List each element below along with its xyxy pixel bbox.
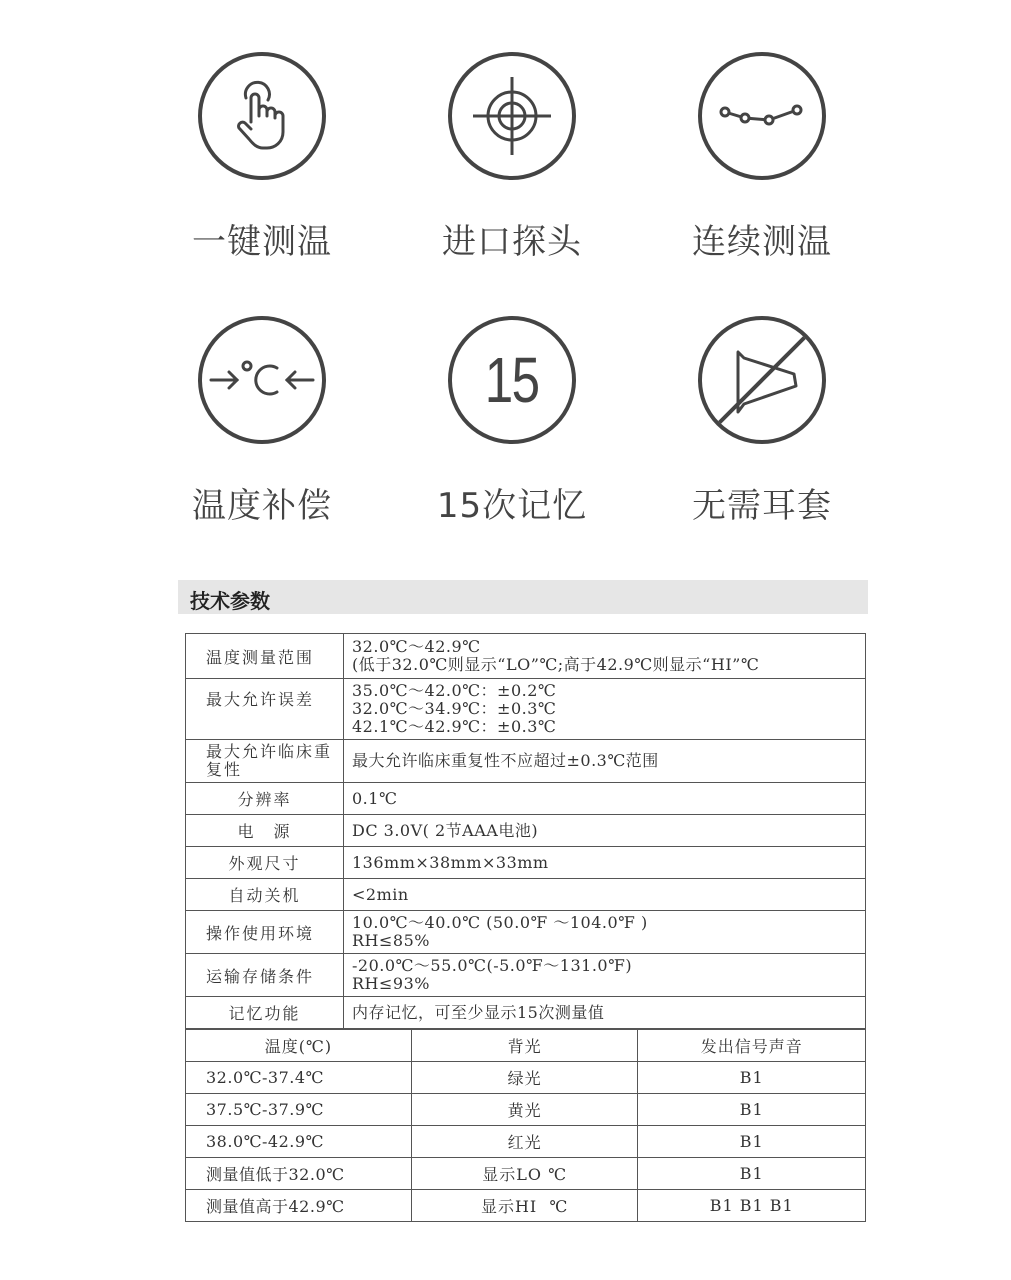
table-row <box>186 1158 866 1190</box>
feature-temp-compensation <box>152 316 372 527</box>
section-title: 技术参数 <box>190 589 270 613</box>
spec-value: 35.0℃～42.0℃：±0.2℃ 32.0℃～34.9℃：±0.3℃ 42.1℃～42.9℃：±0.3℃ <box>344 679 866 740</box>
continuous-line-icon <box>717 96 807 136</box>
table-header-row <box>186 1030 866 1062</box>
table-row <box>186 879 866 911</box>
feature-label: 一键测温 <box>192 222 332 262</box>
table-row <box>186 954 866 997</box>
spec-value: <2min <box>344 879 866 911</box>
table-cell: 显示HI ℃ <box>411 1190 638 1222</box>
spec-table <box>185 633 866 1029</box>
spec-value: -20.0℃～55.0℃(-5.0℉～131.0℉) RH≤93% <box>344 954 866 997</box>
spec-key: 自动关机 <box>186 879 344 911</box>
spec-key: 运输存储条件 <box>186 954 344 997</box>
spec-value: DC 3.0V( 2节AAA电池) <box>344 815 866 847</box>
spec-key: 记忆功能 <box>186 997 344 1029</box>
feature-memory <box>402 316 622 527</box>
memory-15-icon: 15 <box>485 344 539 416</box>
feature-no-ear-cover <box>652 316 872 527</box>
spec-value: 10.0℃～40.0℃ (50.0℉ ～104.0℉ ) RH≤85% <box>344 911 866 954</box>
table-cell: B1 <box>638 1158 866 1190</box>
celsius-compensation-icon <box>207 350 317 410</box>
feature-label: 温度补偿 <box>192 486 332 526</box>
table-row <box>186 997 866 1029</box>
column-header: 背光 <box>411 1030 638 1062</box>
table-cell: 32.0℃-37.4℃ <box>186 1062 412 1094</box>
feature-label: 进口探头 <box>442 222 582 262</box>
status-table <box>185 1029 866 1222</box>
feature-label: 无需耳套 <box>692 486 832 526</box>
spec-key: 外观尺寸 <box>186 847 344 879</box>
table-row <box>186 1062 866 1094</box>
table-cell: B1 B1 B1 <box>638 1190 866 1222</box>
table-cell: B1 <box>638 1062 866 1094</box>
feature-label: 连续测温 <box>692 222 832 262</box>
spec-value: 0.1℃ <box>344 783 866 815</box>
table-cell: 红光 <box>411 1126 638 1158</box>
spec-value: 32.0℃～42.9℃ (低于32.0℃则显示“LO”℃;高于42.9℃则显示“HI”℃ <box>344 634 866 679</box>
table-row <box>186 847 866 879</box>
spec-value: 136mm×38mm×33mm <box>344 847 866 879</box>
spec-value: 最大允许临床重复性不应超过±0.3℃范围 <box>344 740 866 783</box>
spec-key: 最大允许临床重复性 <box>186 740 344 783</box>
table-row <box>186 1126 866 1158</box>
hand-pointer-icon <box>222 76 302 156</box>
spec-value: 内存记忆，可至少显示15次测量值 <box>344 997 866 1029</box>
table-row <box>186 1190 866 1222</box>
feature-ring <box>198 52 326 180</box>
feature-one-touch <box>152 52 372 263</box>
table-row <box>186 740 866 783</box>
feature-ring <box>698 52 826 180</box>
table-row <box>186 783 866 815</box>
no-ear-cover-icon <box>698 316 826 444</box>
spec-key: 温度测量范围 <box>186 634 344 679</box>
table-cell: 测量值高于42.9℃ <box>186 1190 412 1222</box>
table-cell: 显示LO ℃ <box>411 1158 638 1190</box>
spec-key: 操作使用环境 <box>186 911 344 954</box>
table-row <box>186 1094 866 1126</box>
table-cell: 绿光 <box>411 1062 638 1094</box>
table-row <box>186 679 866 740</box>
table-row <box>186 911 866 954</box>
table-cell: B1 <box>638 1094 866 1126</box>
feature-ring <box>448 52 576 180</box>
feature-ring <box>198 316 326 444</box>
feature-label: 15次记忆 <box>436 486 588 526</box>
feature-continuous <box>652 52 872 263</box>
column-header: 温度(℃) <box>186 1030 412 1062</box>
section-header <box>178 580 868 614</box>
table-cell: 38.0℃-42.9℃ <box>186 1126 412 1158</box>
crosshair-target-icon <box>467 71 557 161</box>
spec-key: 分辨率 <box>186 783 344 815</box>
feature-imported-probe <box>402 52 622 263</box>
feature-ring <box>698 316 826 444</box>
table-cell: 测量值低于32.0℃ <box>186 1158 412 1190</box>
table-row <box>186 634 866 679</box>
table-row <box>186 815 866 847</box>
feature-ring <box>448 316 576 444</box>
spec-key: 电 源 <box>186 815 344 847</box>
table-cell: 黄光 <box>411 1094 638 1126</box>
spec-key: 最大允许误差 <box>186 679 344 740</box>
table-cell: 37.5℃-37.9℃ <box>186 1094 412 1126</box>
table-cell: B1 <box>638 1126 866 1158</box>
column-header: 发出信号声音 <box>638 1030 866 1062</box>
